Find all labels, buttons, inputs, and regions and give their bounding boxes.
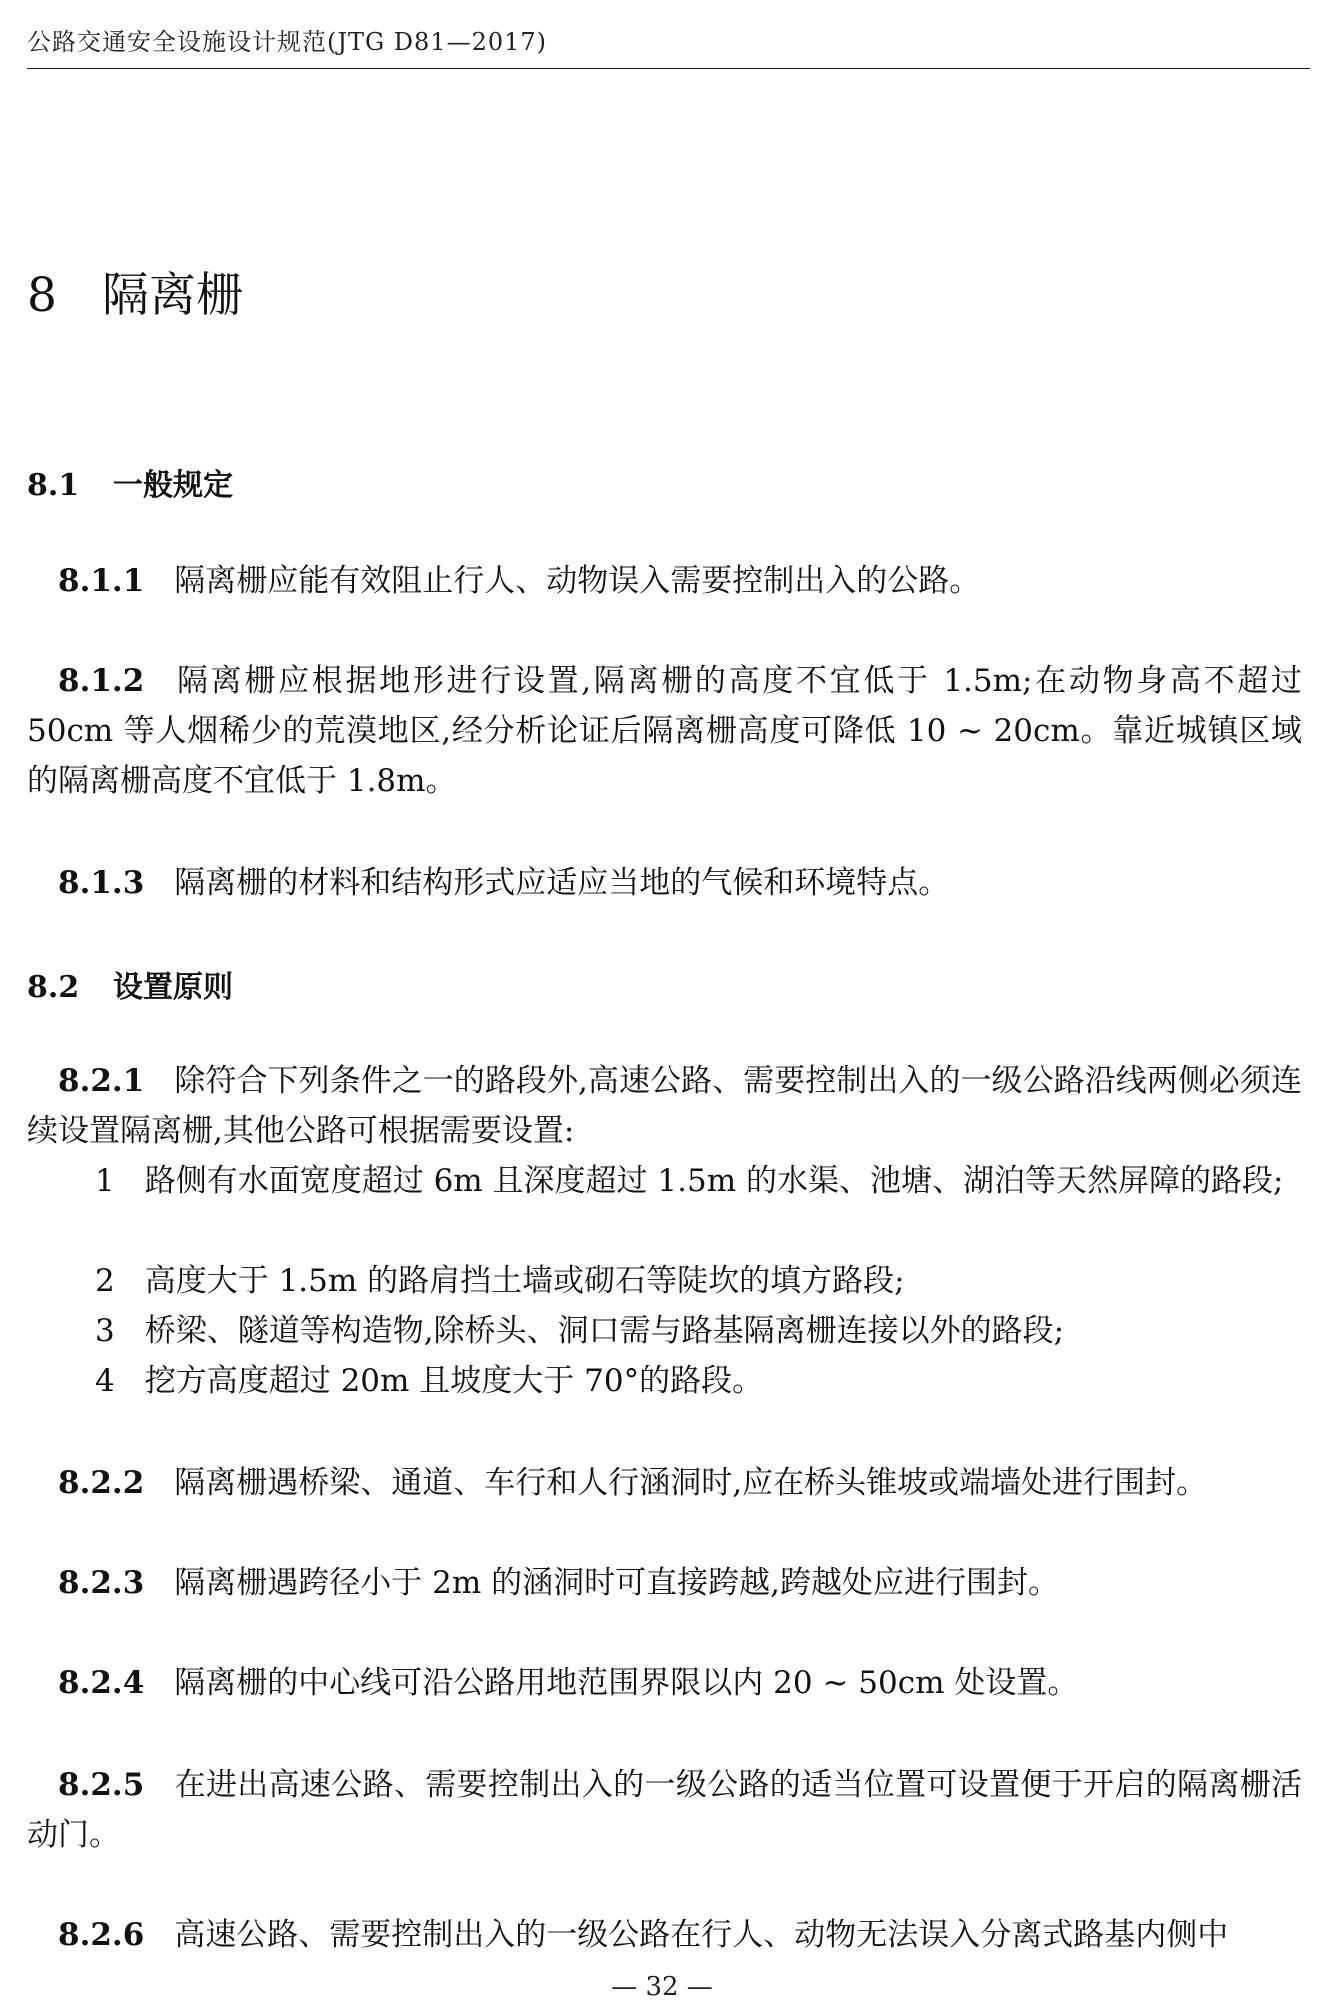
clause-text: 在进出高速公路、需要控制出入的一级公路的适当位置可设置便于开启的隔离栅活动门。: [27, 1767, 1302, 1853]
clause-8-2-2: [27, 1458, 1302, 1508]
clause-8-2-3: [27, 1558, 1302, 1608]
clause-text: 隔离栅的材料和结构形式应适应当地的气候和环境特点。: [174, 865, 950, 901]
clause-number: 8.2.1: [58, 1063, 145, 1099]
list-text: 路侧有水面宽度超过 6m 且深度超过 1.5m 的水渠、池塘、湖泊等天然屏障的路段;: [144, 1163, 1284, 1199]
list-item-4: [27, 1356, 1302, 1406]
clause-8-1-2: [27, 656, 1302, 806]
section-heading-8-1: [27, 460, 233, 504]
list-item-2: [27, 1256, 1302, 1306]
page-number: — 32 —: [611, 1972, 713, 2002]
list-number: 1: [95, 1163, 115, 1199]
list-number: 4: [95, 1363, 115, 1399]
clause-number: 8.2.5: [58, 1767, 145, 1803]
clause-text: 隔离栅的中心线可沿公路用地范围界限以内 20 ~ 50cm 处设置。: [174, 1665, 1079, 1701]
list-text: 挖方高度超过 20m 且坡度大于 70°的路段。: [144, 1363, 764, 1399]
clause-8-2-4: [27, 1658, 1302, 1708]
clause-number: 8.1.2: [58, 663, 145, 699]
clause-8-1-1: [27, 556, 1302, 606]
running-header: 公路交通安全设施设计规范(JTG D81—2017): [27, 28, 548, 56]
section-number: 8.1: [27, 468, 80, 503]
clause-number: 8.2.2: [58, 1465, 145, 1501]
list-number: 2: [95, 1263, 115, 1299]
section-title: 设置原则: [113, 970, 233, 1005]
chapter-title: [27, 258, 243, 325]
chapter-number: 8: [27, 268, 57, 323]
clause-number: 8.2.3: [58, 1565, 145, 1601]
clause-number: 8.1.1: [58, 563, 145, 599]
clause-text: 隔离栅遇桥梁、通道、车行和人行涵洞时,应在桥头锥坡或端墙处进行围封。: [174, 1465, 1208, 1501]
list-text: 高度大于 1.5m 的路肩挡土墙或砌石等陡坎的填方路段;: [144, 1263, 905, 1299]
list-item-3: [27, 1306, 1302, 1356]
chapter-name: 隔离栅: [102, 268, 243, 323]
section-title: 一般规定: [113, 468, 233, 503]
clause-8-1-3: [27, 858, 1302, 908]
clause-number: 8.1.3: [58, 865, 145, 901]
header-divider: [27, 68, 1310, 69]
section-heading-8-2: [27, 962, 233, 1006]
clause-8-2-1: [27, 1056, 1302, 1156]
section-number: 8.2: [27, 970, 80, 1005]
clause-number: 8.2.4: [58, 1665, 145, 1701]
clause-8-2-6: [27, 1910, 1302, 1960]
clause-text: 隔离栅遇跨径小于 2m 的涵洞时可直接跨越,跨越处应进行围封。: [174, 1565, 1059, 1601]
clause-text: 隔离栅应能有效阻止行人、动物误入需要控制出入的公路。: [174, 563, 981, 599]
clause-text: 高速公路、需要控制出入的一级公路在行人、动物无法误入分离式路基内侧中: [174, 1917, 1229, 1953]
clause-text: 隔离栅应根据地形进行设置,隔离栅的高度不宜低于 1.5m;在动物身高不超过 50cm 等人烟稀少的荒漠地区,经分析论证后隔离栅高度可降低 10 ~ 20cm。靠近城镇区域的隔离栅高度不宜低于 1.8m。: [27, 663, 1302, 799]
list-item-1: [27, 1156, 1302, 1206]
clause-text: 除符合下列条件之一的路段外,高速公路、需要控制出入的一级公路沿线两侧必须连续设置隔离栅,其他公路可根据需要设置:: [27, 1063, 1302, 1149]
clause-number: 8.2.6: [58, 1917, 145, 1953]
clause-8-2-5: [27, 1760, 1302, 1860]
list-text: 桥梁、隧道等构造物,除桥头、洞口需与路基隔离栅连接以外的路段;: [144, 1313, 1065, 1349]
list-number: 3: [95, 1313, 115, 1349]
